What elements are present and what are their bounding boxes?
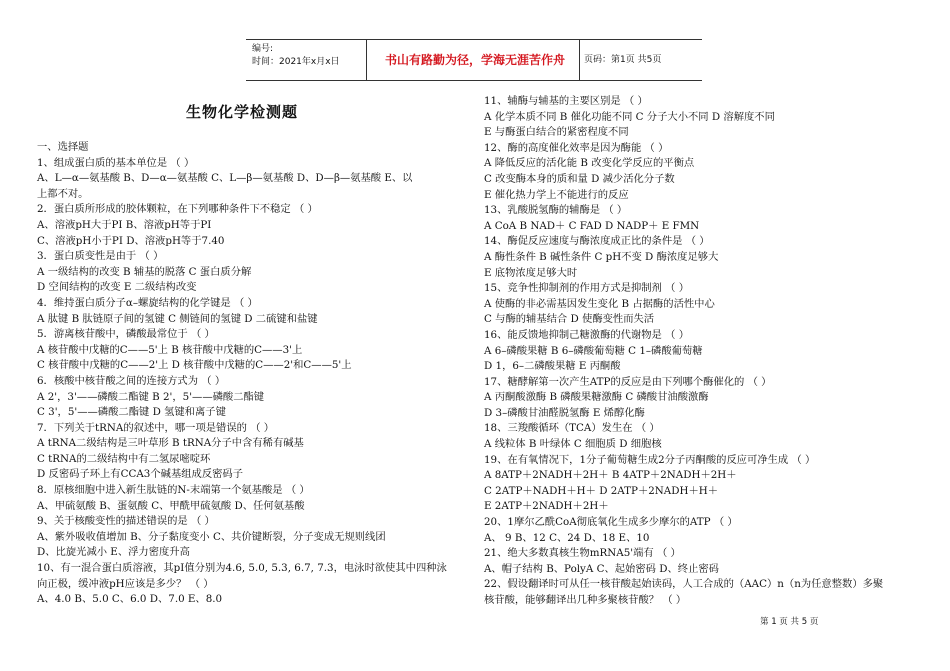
question-line: D 3–磷酸甘油醛脱氢酶 E 烯醇化酶 bbox=[484, 406, 645, 419]
question-line: A 化学本质不同 B 催化功能不同 C 分子大小不同 D 溶解度不同 bbox=[484, 110, 775, 123]
question-line: 6．核酸中核苷酸之间的连接方式为 （ ） bbox=[37, 374, 226, 387]
question-line: E 底物浓度足够大时 bbox=[484, 266, 578, 279]
right-column bbox=[484, 94, 914, 609]
question-line: A、帽子结构 B、PolyA C、起始密码 D、终止密码 bbox=[484, 562, 719, 575]
question-line: 一、选择题 bbox=[37, 141, 89, 153]
question-line: 12、酶的高度催化效率是因为酶能 （ ） bbox=[484, 141, 669, 154]
question-line: C tRNA的二级结构中有二氢尿嘧啶环 bbox=[37, 452, 211, 465]
question-line: 3．蛋白质变性是由于 （ ） bbox=[37, 250, 164, 263]
question-line: E 2ATP＋2NADH＋2H＋ bbox=[484, 500, 609, 513]
question-line: C 2ATP＋NADH＋H＋ D 2ATP＋2NADH＋H＋ bbox=[484, 484, 719, 497]
question-line: 8．原核细胞中进入新生肽链的N-末端第一个氨基酸是 （ ） bbox=[37, 484, 310, 497]
question-line: A 线粒体 B 叶绿体 C 细胞质 D 细胞核 bbox=[484, 438, 662, 451]
question-line: 1、组成蛋白质的基本单位是 （ ） bbox=[37, 156, 195, 169]
question-line: 14、酶促反应速度与酶浓度成正比的条件是 （ ） bbox=[484, 235, 710, 248]
question-line: 4．维持蛋白质分子α–螺旋结构的化学键是 （ ） bbox=[37, 296, 258, 309]
question-line: 20、1摩尔乙酰CoA彻底氧化生成多少摩尔的ATP （ ） bbox=[484, 516, 738, 529]
question-line: 向正极，缓冲液pH应该是多少？ （ ） bbox=[37, 577, 214, 590]
header-divider bbox=[579, 40, 580, 80]
question-line: A、4.0 B、5.0 C、6.0 D、7.0 E、8.0 bbox=[37, 593, 223, 606]
question-line: D 1，6–二磷酸果糖 E 丙酮酸 bbox=[484, 360, 621, 373]
question-line: A 一级结构的改变 B 辅基的脱落 C 蛋白质分解 bbox=[37, 265, 252, 278]
question-line: 10、有一混合蛋白质溶液，其pI值分别为4.6, 5.0, 5.3, 6.7, 7.3，电泳时欲使其中四种泳 bbox=[37, 562, 447, 575]
question-line: C 核苷酸中戊糖的C——2'上 D 核苷酸中戊糖的C——2'和C——5'上 bbox=[37, 359, 352, 372]
question-line: A 降低反应的活化能 B 改变化学反应的平衡点 bbox=[484, 157, 695, 170]
question-line: A、L—α—氨基酸 B、D—α—氨基酸 C、L—β—氨基酸 D、D—β—氨基酸 E、以 bbox=[37, 172, 413, 185]
question-line: A 酶性条件 B 碱性条件 C pH不变 D 酶浓度足够大 bbox=[484, 250, 719, 263]
question-line: A、甲硫氨酸 B、蛋氨酸 C、甲酰甲硫氨酸 D、任何氨基酸 bbox=[37, 499, 305, 512]
question-line: D 空间结构的改变 E 二级结构改变 bbox=[37, 281, 197, 294]
question-line: A 肽键 B 肽链原子间的氢键 C 侧链间的氢键 D 二硫键和盐键 bbox=[37, 312, 318, 325]
header-time: 时间：2021年x月x日 bbox=[252, 57, 340, 67]
question-line: 18、三羧酸循环（TCA）发生在 （ ） bbox=[484, 422, 660, 435]
question-line: A、溶液pH大于PI B、溶液pH等于PI bbox=[37, 218, 212, 231]
question-line: 16、能反馈地抑制己糖激酶的代谢物是 （ ） bbox=[484, 328, 689, 341]
question-line: A 2'，3'——磷酸二酯键 B 2'，5'——磷酸二酯键 bbox=[37, 390, 265, 403]
question-line: 11、辅酶与辅基的主要区别是 （ ） bbox=[484, 95, 648, 107]
header-number: 编号: bbox=[252, 44, 274, 54]
question-line: E 催化热力学上不能进行的反应 bbox=[484, 188, 629, 201]
question-line: D 反密码子环上有CCA3个碱基组成反密码子 bbox=[37, 468, 244, 481]
header-meta bbox=[252, 43, 340, 69]
question-line: 2．蛋白质所形成的胶体颗粒，在下列哪种条件下不稳定 （ ） bbox=[37, 203, 318, 216]
question-line: 15、竞争性抑制剂的作用方式是抑制剂 （ ） bbox=[484, 282, 689, 295]
question-line: 13、乳酸脱氢酶的辅酶是 （ ） bbox=[484, 204, 628, 217]
question-line: A 8ATP＋2NADH＋2H＋ B 4ATP＋2NADH＋2H＋ bbox=[484, 469, 737, 482]
question-line: A 6–磷酸果糖 B 6–磷酸葡萄糖 C 1–磷酸葡萄糖 bbox=[484, 344, 703, 357]
question-line: 5．游离核苷酸中，磷酸最常位于 （ ） bbox=[37, 328, 215, 341]
header-divider bbox=[366, 40, 367, 80]
question-line: 核苷酸，能够翻译出几种多聚核苷酸？ （ ） bbox=[484, 594, 687, 606]
question-line: C 3'，5'——磷酸二酯键 D 氢键和离子键 bbox=[37, 406, 226, 419]
question-line: C 与酶的辅基结合 D 使酶变性而失活 bbox=[484, 313, 655, 326]
question-line: 9、关于核酸变性的描述错误的是 （ ） bbox=[37, 515, 215, 528]
question-line: A 丙酮酸激酶 B 磷酸果糖激酶 C 磷酸甘油酸激酶 bbox=[484, 391, 709, 404]
page-title: 生物化学检测题 bbox=[186, 103, 299, 121]
header-motto: 书山有路勤为径，学海无涯苦作舟 bbox=[384, 53, 565, 67]
question-line: 上都不对。 bbox=[37, 187, 89, 200]
question-line: A tRNA二级结构是三叶草形 B tRNA分子中含有稀有碱基 bbox=[37, 437, 304, 450]
question-line: D、比旋光减小 E、浮力密度升高 bbox=[37, 546, 190, 559]
page-footer: 第 1 页 共 5 页 bbox=[760, 617, 819, 627]
question-line: 19、在有氧情况下，1分子葡萄糖生成2分子丙酮酸的反应可净生成 （ ） bbox=[484, 453, 816, 466]
page-header bbox=[246, 39, 702, 81]
question-line: A 核苷酸中戊糖的C——5'上 B 核苷酸中戊糖的C——3'上 bbox=[37, 343, 303, 356]
question-line: 21、绝大多数真核生物mRNA5'端有 （ ） bbox=[484, 547, 681, 560]
question-line: E 与酶蛋白结合的紧密程度不同 bbox=[484, 126, 629, 139]
question-line: A、 9 B、12 C、24 D、18 E、10 bbox=[484, 531, 650, 544]
question-line: A、紫外吸收值增加 B、分子黏度变小 C、共价键断裂，分子变成无规则线团 bbox=[37, 530, 386, 543]
question-line: 22、假设翻译时可从任一核苷酸起始读码，人工合成的（AAC）n（n为任意整数）多聚 bbox=[484, 578, 884, 591]
question-line: A 使酶的非必需基因发生变化 B 占据酶的活性中心 bbox=[484, 297, 715, 310]
left-column bbox=[37, 140, 470, 608]
question-line: C、溶液pH小于PI D、溶液pH等于7.40 bbox=[37, 234, 225, 247]
question-line: 7．下列关于tRNA的叙述中，哪一项是错误的 （ ） bbox=[37, 421, 275, 434]
header-page-info: 页码：第1页 共5页 bbox=[584, 55, 662, 65]
question-line: 17、糖酵解第一次产生ATP的反应是由下列哪个酶催化的 （ ） bbox=[484, 375, 772, 388]
question-line: A CoA B NAD＋ C FAD D NADP＋ E FMN bbox=[484, 219, 700, 232]
question-line: C 改变酶本身的质和量 D 减少活化分子数 bbox=[484, 172, 675, 185]
